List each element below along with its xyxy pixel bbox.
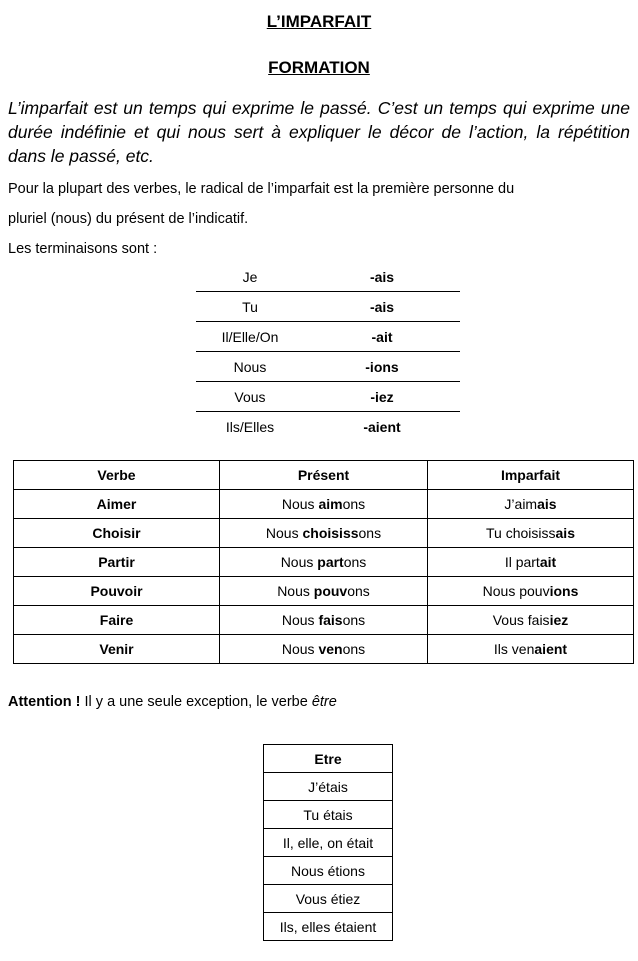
etre-form: Tu étais [264, 801, 393, 829]
verb-present-bold: ven [318, 641, 343, 657]
verb-imparfait [428, 490, 634, 519]
verb-present-pre: Nous [265, 525, 303, 541]
etre-form: Ils, elles étaient [264, 913, 393, 941]
verb-imparfait-bold: ais [537, 496, 557, 512]
etre-row [264, 801, 393, 829]
verb-present-pre: Nous [281, 612, 319, 628]
etre-form: Nous étions [264, 857, 393, 885]
attention-verb: être [311, 694, 337, 710]
verb-present [220, 635, 428, 664]
ending-row [196, 292, 460, 322]
verb-present-bold: pouv [313, 583, 348, 599]
ending-row [196, 382, 460, 412]
verb-present-pre: Nous [280, 554, 318, 570]
verb-imparfait [428, 577, 634, 606]
verb-present-bold: fais [318, 612, 343, 628]
verb-imparfait-pre: Tu choisiss [486, 525, 556, 541]
verb-imparfait-bold: iez [549, 612, 569, 628]
etre-form: Vous étiez [264, 885, 393, 913]
verb-present-bold: choisiss [302, 525, 359, 541]
verb-present-bold: aim [318, 496, 343, 512]
verb-present-pre: Nous [277, 583, 314, 599]
ending-suffix: -ions [304, 352, 460, 382]
verb-row [14, 635, 634, 664]
ending-row [196, 262, 460, 292]
ending-pronoun: Je [196, 262, 304, 292]
etre-header-row [264, 745, 393, 773]
verb-imparfait-pre: Vous fais [492, 612, 550, 628]
rule-paragraph-line2: pluriel (nous) du présent de l’indicatif. [8, 211, 249, 227]
etre-form: J’étais [264, 773, 393, 801]
verb-imparfait-pre: Nous pouv [482, 583, 550, 599]
verb-present [220, 490, 428, 519]
verb-row [14, 548, 634, 577]
verb-row [14, 519, 634, 548]
ending-pronoun: Il/Elle/On [196, 322, 304, 352]
verb-imparfait-bold: aient [534, 641, 568, 657]
ending-pronoun: Ils/Elles [225, 418, 275, 435]
endings-table [196, 262, 460, 441]
header-present: Présent [220, 461, 428, 490]
verb-infinitive: Faire [14, 606, 220, 635]
ending-row [196, 322, 460, 352]
verb-present-post: ons [347, 583, 370, 599]
verb-imparfait-pre: Ils ven [493, 641, 535, 657]
verb-imparfait-pre: J’aim [504, 496, 538, 512]
page-title: L’IMPARFAIT [266, 12, 372, 31]
verb-present [220, 519, 428, 548]
verb-present [220, 548, 428, 577]
rule-paragraph-line1: Pour la plupart des verbes, le radical de l’imparfait est la première personne du [8, 181, 515, 197]
verb-imparfait-pre: Il part [504, 554, 540, 570]
verb-present [220, 577, 428, 606]
etre-table [263, 744, 393, 941]
header-verbe: Verbe [14, 461, 220, 490]
etre-form: Il, elle, on était [264, 829, 393, 857]
verb-present-post: ons [343, 554, 367, 570]
etre-row [264, 829, 393, 857]
verb-infinitive: Pouvoir [14, 577, 220, 606]
ending-suffix: -aient [363, 418, 401, 435]
attention-label: Attention ! [8, 694, 81, 710]
etre-row [264, 885, 393, 913]
verb-imparfait [428, 519, 634, 548]
verb-present-post: ons [342, 496, 366, 512]
endings-intro: Les terminaisons sont : [8, 241, 158, 257]
etre-row [264, 773, 393, 801]
verb-row [14, 490, 634, 519]
verb-row [14, 606, 634, 635]
intro-paragraph: L’imparfait est un temps qui exprime le passé. C’est un temps qui exprime une durée indéfinie et qui nous sert à expliquer le décor de l’action, la répétition dans le passé, etc. [8, 98, 630, 166]
verb-present-post: ons [358, 525, 382, 541]
attention-text: Il y a une seule exception, le verbe [80, 694, 312, 710]
verb-table-header-row [14, 461, 634, 490]
verb-imparfait [428, 606, 634, 635]
etre-row [264, 913, 393, 941]
verb-imparfait-bold: ais [555, 525, 575, 541]
etre-header: Etre [264, 745, 393, 773]
verb-present-pre: Nous [281, 641, 319, 657]
verb-present [220, 606, 428, 635]
verb-present-post: ons [342, 641, 366, 657]
header-imparfait: Imparfait [428, 461, 634, 490]
verb-row [14, 577, 634, 606]
verb-table [13, 460, 634, 664]
verb-infinitive: Partir [14, 548, 220, 577]
ending-suffix: -ais [304, 292, 460, 322]
verb-infinitive: Aimer [14, 490, 220, 519]
ending-pronoun: Vous [196, 382, 304, 412]
attention-note [8, 694, 337, 710]
ending-pronoun: Nous [196, 352, 304, 382]
ending-suffix: -ais [304, 262, 460, 292]
verb-imparfait-bold: ait [539, 554, 557, 570]
ending-row [196, 412, 460, 442]
verb-present-bold: part [317, 554, 344, 570]
ending-row [196, 352, 460, 382]
ending-suffix: -iez [304, 382, 460, 412]
etre-row [264, 857, 393, 885]
ending-pronoun: Tu [196, 292, 304, 322]
ending-suffix: -ait [304, 322, 460, 352]
verb-present-pre: Nous [281, 496, 319, 512]
verb-infinitive: Venir [14, 635, 220, 664]
section-title: FORMATION [268, 58, 370, 77]
verb-infinitive: Choisir [14, 519, 220, 548]
verb-present-post: ons [342, 612, 366, 628]
verb-imparfait [428, 548, 634, 577]
verb-imparfait [428, 635, 634, 664]
verb-imparfait-bold: ions [549, 583, 579, 599]
